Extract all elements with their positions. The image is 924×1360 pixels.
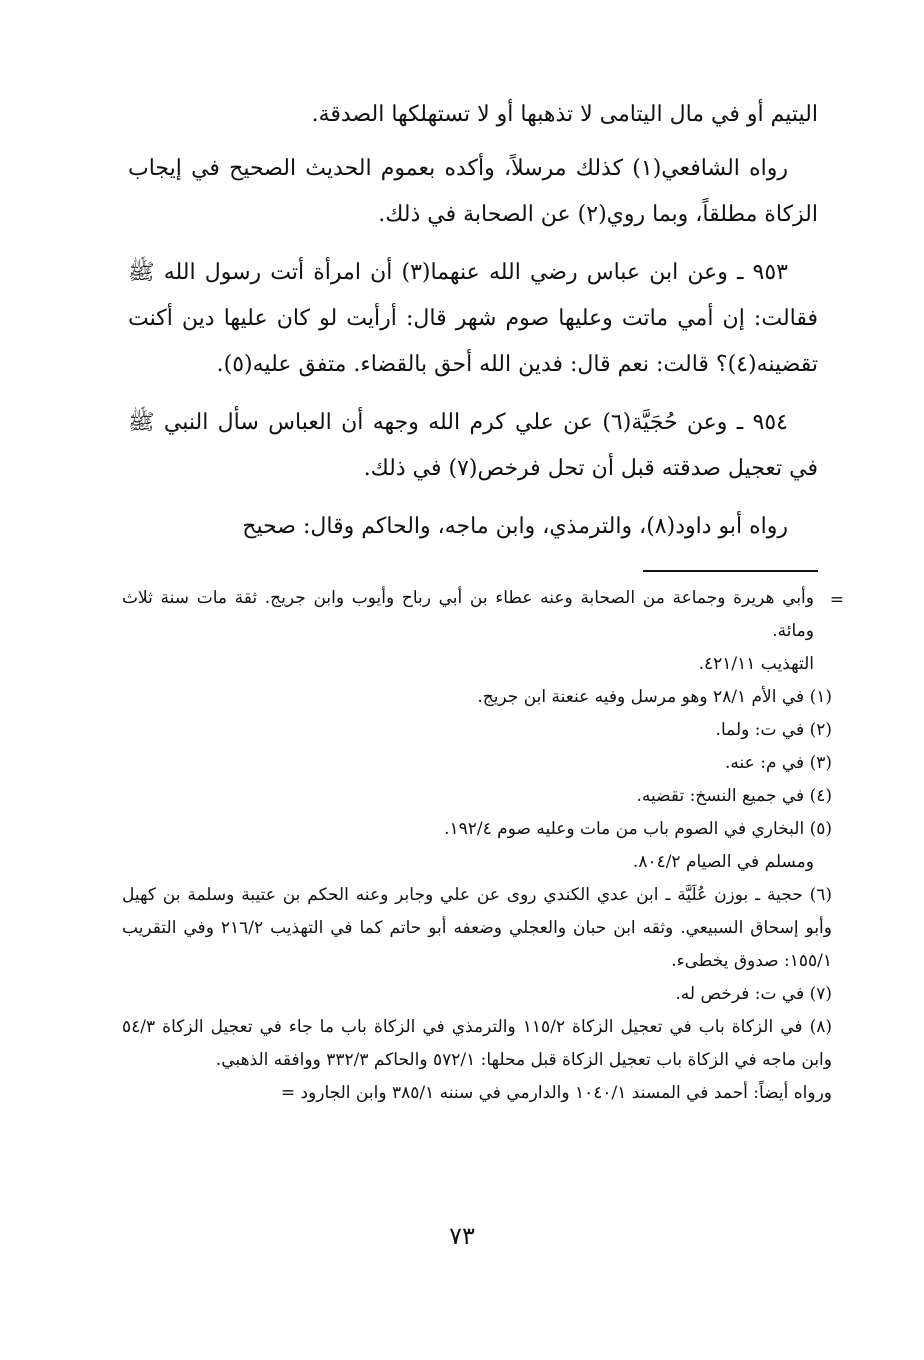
- footnote-8: (٨) في الزكاة باب في تعجيل الزكاة ١١٥/٢ والترمذي في الزكاة باب ما جاء في تعجيل الزكاة ٥٤/٣ وابن ماجه في الزكاة باب تعجيل الزكاة قبل محلها: ٥٧٢/١ والحاكم ٣٣٢/٣ ووافقه الذهبي.: [122, 1017, 832, 1070]
- hadith-953: ٩٥٣ ـ وعن ابن عباس رضي الله عنهما(٣) أن امرأة أتت رسول الله ﷺ فقالت: إن أمي ماتت وعليها صوم شهر قال: أرأيت لو كان عليها دين أكنت تقضينه(٤)؟ قالت: نعم قال: فدين الله أحق بالقضاء. متفق عليه(٥).: [128, 260, 818, 377]
- paragraph-5: رواه أبو داود(٨)، والترمذي، وابن ماجه، والحاكم وقال: صحيح: [242, 514, 788, 539]
- footnotes: [122, 582, 832, 1110]
- continuation-marker: =: [829, 590, 844, 610]
- footnote-4: (٤) في جميع النسخ: تقضيه.: [636, 786, 832, 806]
- footnote-7: (٧) في ت: فرخص له.: [675, 984, 832, 1004]
- footnote-5: (٥) البخاري في الصوم باب من مات وعليه صوم ١٩٢/٤.: [444, 819, 832, 839]
- footnote-6: (٦) حجية ـ بوزن عُلَيَّة ـ ابن عدي الكندي روى عن علي وجابر وعنه الحكم بن عتيبة وسلمة بن كهيل وأبو إسحاق السبيعي. وثقه ابن حبان والعجلي وضعفه أبو حاتم كما في التهذيب ٢١٦/٢ وفي التقريب ١٥٥/١: صدوق يخطىء.: [122, 885, 832, 971]
- footnote-continued: وأبي هريرة وجماعة من الصحابة وعنه عطاء بن أبي رباح وأيوب وابن جريج. ثقة مات سنة ثلاث ومائة.: [122, 588, 814, 641]
- footnote-3: (٣) في م: عنه.: [725, 753, 832, 773]
- main-text: [128, 92, 818, 562]
- page-number: ٧٣: [449, 1222, 475, 1250]
- footnote-2: (٢) في ت: ولما.: [715, 720, 832, 740]
- footnote-continued-ref: التهذيب ٤٢١/١١.: [698, 654, 814, 674]
- footnote-5-continued: ومسلم في الصيام ٨٠٤/٢.: [632, 852, 814, 872]
- paragraph-2: رواه الشافعي(١) كذلك مرسلاً، وأكده بعموم الحديث الصحيح في إيجاب الزكاة مطلقاً، وبما روي(٢) عن الصحابة في ذلك.: [128, 156, 818, 227]
- paragraph-1: اليتيم أو في مال اليتامى لا تذهبها أو لا تستهلكها الصدقة.: [311, 102, 818, 127]
- footnote-1: (١) في الأم ٢٨/١ وهو مرسل وفيه عنعنة ابن جريج.: [477, 687, 832, 707]
- footnote-divider: [643, 570, 818, 572]
- footnote-8-continued: ورواه أيضاً: أحمد في المسند ١٠٤٠/١ والدارمي في سننه ٣٨٥/١ وابن الجارود =: [280, 1083, 832, 1103]
- hadith-954: ٩٥٤ ـ وعن حُجَيَّة(٦) عن علي كرم الله وجهه أن العباس سأل النبي ﷺ في تعجيل صدقته قبل أن تحل فرخص(٧) في ذلك.: [128, 410, 818, 481]
